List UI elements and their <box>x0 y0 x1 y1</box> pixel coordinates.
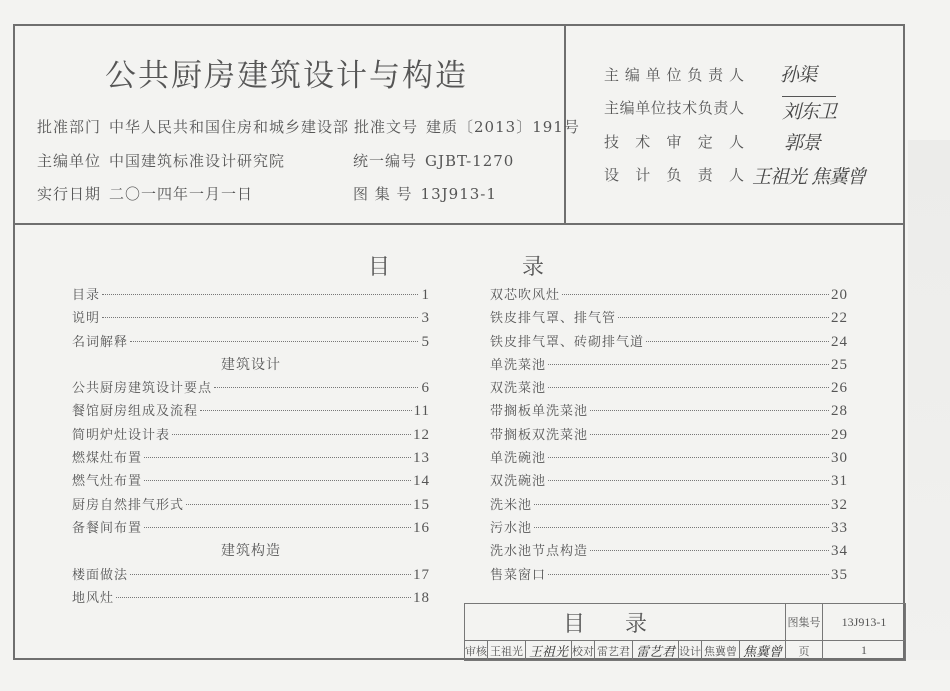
effective-date-label: 实行日期 <box>37 185 102 203</box>
toc-entry-page: 13 <box>413 450 430 467</box>
toc-entry[interactable] <box>490 331 848 354</box>
responsible-design-lead: 设计负责人 <box>604 166 744 184</box>
approval-no-value: 建质〔2013〕191号 <box>426 118 580 136</box>
review-label: 审核 <box>465 641 488 661</box>
toc-entry[interactable] <box>490 307 848 330</box>
toc-entry[interactable] <box>490 517 848 540</box>
toc-entry-title: 污水池 <box>490 520 533 536</box>
toc-entry-page: 1 <box>421 287 430 303</box>
dot-leader <box>534 504 829 505</box>
toc-entry-page: 22 <box>831 310 848 327</box>
dot-leader <box>548 364 829 365</box>
approval-no-label: 批准文号 <box>354 118 419 136</box>
design-label: 设计 <box>679 641 702 661</box>
toc-entry-page: 26 <box>831 380 848 397</box>
document-title: 公共厨房建筑设计与构造 <box>105 58 468 94</box>
toc-entry-title: 双洗菜池 <box>490 381 547 397</box>
toc-entry-title: 铁皮排气罩、砖砌排气道 <box>490 334 645 350</box>
page-number: 1 <box>823 641 906 661</box>
signature-tech-chief: 刘东卫 <box>782 96 836 124</box>
toc-entry-page: 16 <box>413 519 430 536</box>
header-horizontal-divider <box>13 223 905 225</box>
unified-no-label: 统一编号 <box>353 152 418 170</box>
toc-entry-title: 洗米池 <box>490 497 533 513</box>
toc-entry-page: 6 <box>421 380 430 397</box>
toc-entry-title: 地风灶 <box>72 590 115 606</box>
toc-entry[interactable] <box>72 400 430 423</box>
toc-entry-title: 说明 <box>72 311 101 327</box>
toc-entry-title: 带搁板双洗菜池 <box>490 427 589 443</box>
toc-entry[interactable] <box>72 447 430 470</box>
atlas-no-row <box>353 183 497 204</box>
toc-entry-page: 12 <box>413 426 430 443</box>
dot-leader <box>200 410 412 411</box>
atlas-no-label: 图 集 号 <box>353 185 413 203</box>
toc-entry[interactable] <box>72 307 430 330</box>
toc-entry-page: 31 <box>831 473 848 490</box>
toc-entry-title: 双洗碗池 <box>490 474 547 490</box>
signature-design-lead: 王祖光 焦冀曾 <box>752 166 866 188</box>
dot-leader <box>646 341 829 342</box>
approval-dept-label: 批准部门 <box>37 118 102 136</box>
toc-entry-title: 带搁板单洗菜池 <box>490 404 589 420</box>
design-signature: 焦冀曾 <box>740 641 786 661</box>
sheet-title: 目录 <box>465 604 786 641</box>
atlas-no-label: 图集号 <box>786 604 823 641</box>
page-edge-bleed <box>908 140 950 660</box>
review-signature: 王祖光 <box>526 641 572 661</box>
toc-section-heading: 建筑构造 <box>221 543 281 560</box>
toc-entry-page: 17 <box>413 566 430 583</box>
toc-entry[interactable] <box>72 424 430 447</box>
dot-leader <box>102 317 418 318</box>
responsible-tech-reviewer: 技术审定人 <box>604 133 744 151</box>
dot-leader <box>102 294 418 295</box>
toc-entry-page: 32 <box>831 496 848 513</box>
approval-dept-value: 中华人民共和国住房和城乡建设部 <box>109 118 350 136</box>
unified-no-row <box>353 150 514 171</box>
toc-entry-page: 15 <box>413 496 430 513</box>
toc-entry[interactable] <box>490 540 848 563</box>
toc-entry-title: 单洗碗池 <box>490 451 547 467</box>
toc-entry-title: 公共厨房建筑设计要点 <box>72 381 213 397</box>
toc-entry[interactable] <box>72 564 430 587</box>
toc-entry-page: 3 <box>421 310 430 327</box>
signature-chief-unit: 孙渠 <box>780 64 817 86</box>
toc-entry-title: 燃煤灶布置 <box>72 451 143 467</box>
toc-entry-page: 24 <box>831 333 848 350</box>
approval-dept-row <box>37 116 349 137</box>
toc-entry-title: 洗水池节点构造 <box>490 544 589 560</box>
dot-leader <box>130 574 411 575</box>
toc-entry[interactable] <box>72 494 430 517</box>
toc-entry-title: 燃气灶布置 <box>72 474 143 490</box>
dot-leader <box>144 527 411 528</box>
toc-entry-title: 目录 <box>72 288 101 303</box>
toc-left-column <box>72 284 430 610</box>
toc-entry-title: 名词解释 <box>72 334 129 350</box>
toc-entry-page: 30 <box>831 450 848 467</box>
toc-entry-page: 28 <box>831 403 848 420</box>
dot-leader <box>144 480 411 481</box>
toc-entry-page: 34 <box>831 543 848 560</box>
toc-entry-title: 铁皮排气罩、排气管 <box>490 311 617 327</box>
toc-entry[interactable] <box>72 284 430 307</box>
editor-unit-row <box>37 150 285 171</box>
toc-heading-left: 目 <box>368 255 391 280</box>
toc-entry[interactable] <box>490 377 848 400</box>
dot-leader <box>548 457 829 458</box>
toc-entry[interactable] <box>490 400 848 423</box>
toc-entry-title: 厨房自然排气形式 <box>72 497 185 513</box>
toc-entry-page: 5 <box>421 333 430 350</box>
toc-entry[interactable] <box>490 354 848 377</box>
effective-date-value: 二〇一四年一月一日 <box>109 185 254 203</box>
toc-entry-title: 简明炉灶设计表 <box>72 427 171 443</box>
toc-right-column <box>490 284 848 587</box>
approval-no-row <box>354 116 580 137</box>
dot-leader <box>534 527 829 528</box>
dot-leader <box>130 341 418 342</box>
responsible-chief-unit: 主编单位负责人 <box>604 66 744 84</box>
check-label: 校对 <box>572 641 595 661</box>
toc-heading-right: 录 <box>522 255 545 280</box>
atlas-no-value: 13J913-1 <box>420 185 497 203</box>
check-signature: 雷艺君 <box>633 641 679 661</box>
toc-entry-page: 20 <box>831 287 848 303</box>
toc-entry-page: 11 <box>413 403 430 420</box>
unified-no-value: GJBT-1270 <box>425 152 515 170</box>
toc-entry[interactable] <box>490 494 848 517</box>
toc-entry[interactable] <box>72 517 430 540</box>
dot-leader <box>116 597 411 598</box>
toc-entry-page: 29 <box>831 426 848 443</box>
toc-entry-title: 备餐间布置 <box>72 520 143 536</box>
responsible-tech-chief: 主编单位技术负责人 <box>604 99 744 117</box>
toc-entry[interactable] <box>72 470 430 493</box>
toc-entry[interactable] <box>490 284 848 307</box>
title-block <box>464 603 905 660</box>
dot-leader <box>548 574 829 575</box>
toc-entry-page: 35 <box>831 566 848 583</box>
toc-entry[interactable] <box>490 424 848 447</box>
toc-entry[interactable] <box>72 377 430 400</box>
dot-leader <box>548 480 829 481</box>
check-name: 雷艺君 <box>595 641 633 661</box>
signature-tech-reviewer: 郭景 <box>784 132 821 154</box>
toc-entry[interactable] <box>72 587 430 610</box>
dot-leader <box>590 550 829 551</box>
dot-leader <box>548 387 829 388</box>
toc-entry[interactable] <box>490 470 848 493</box>
toc-entry-page: 14 <box>413 473 430 490</box>
editor-unit-value: 中国建筑标准设计研究院 <box>109 152 286 170</box>
dot-leader <box>618 317 829 318</box>
dot-leader <box>144 457 411 458</box>
review-name: 王祖光 <box>488 641 526 661</box>
effective-date-row <box>37 183 253 204</box>
toc-entry[interactable] <box>490 447 848 470</box>
toc-entry-page: 33 <box>831 519 848 536</box>
dot-leader <box>186 504 411 505</box>
dot-leader <box>172 434 411 435</box>
atlas-no-value: 13J913-1 <box>823 604 906 641</box>
toc-entry-title: 楼面做法 <box>72 567 129 583</box>
toc-entry-title: 单洗菜池 <box>490 357 547 373</box>
toc-entry-title: 餐馆厨房组成及流程 <box>72 404 199 420</box>
dot-leader <box>590 410 829 411</box>
dot-leader <box>562 294 829 295</box>
toc-entry-page: 18 <box>413 589 430 606</box>
page-label: 页 <box>786 641 823 661</box>
toc-entry-title: 双芯吹风灶 <box>490 288 561 303</box>
toc-entry[interactable] <box>490 564 848 587</box>
dot-leader <box>590 434 829 435</box>
design-name: 焦冀曾 <box>702 641 740 661</box>
toc-entry-title: 售菜窗口 <box>490 567 547 583</box>
editor-unit-label: 主编单位 <box>37 152 102 170</box>
toc-section-heading: 建筑设计 <box>221 356 281 373</box>
dot-leader <box>214 387 418 388</box>
toc-entry-page: 25 <box>831 356 848 373</box>
toc-entry[interactable] <box>72 331 430 354</box>
